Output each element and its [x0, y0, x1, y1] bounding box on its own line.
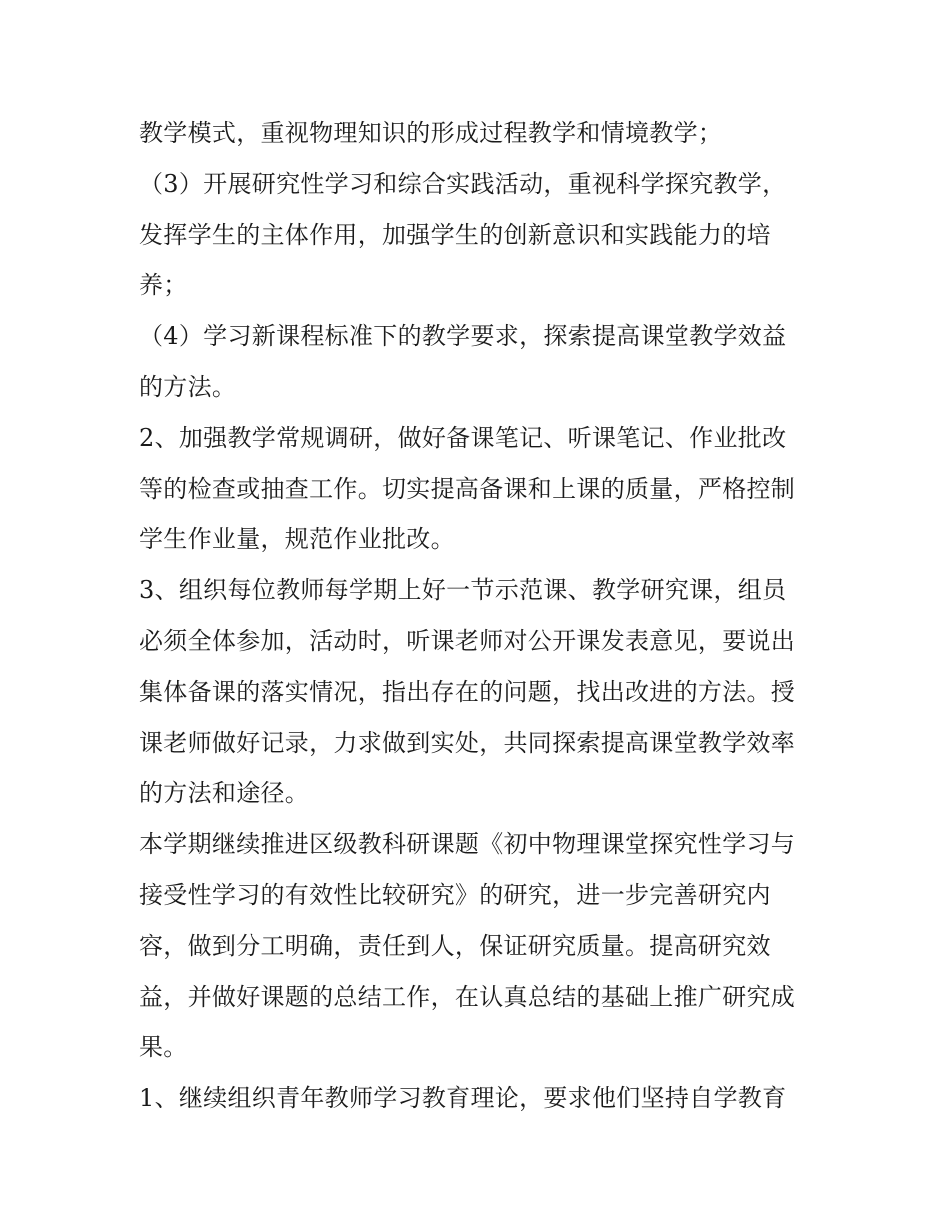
text-line: 接受性学习的有效性比较研究》的研究，进一步完善研究内 [139, 880, 771, 909]
document-body [139, 108, 829, 1124]
text-line: 益，并做好课题的总结工作，在认真总结的基础上推广研究成 [139, 982, 796, 1011]
text-line: 3、组织每位教师每学期上好一节示范课、教学研究课，组员 [139, 576, 787, 605]
text-line: （3）开展研究性学习和综合实践活动，重视科学探究教学， [139, 169, 787, 198]
text-line: 养； [139, 271, 188, 300]
text-line: 集体备课的落实情况，指出存在的问题，找出改进的方法。授 [139, 677, 796, 706]
text-line: 的方法。 [139, 372, 237, 401]
text-line: 果。 [139, 1033, 188, 1062]
text-line: 等的检查或抽查工作。切实提高备课和上课的质量，严格控制 [139, 474, 796, 503]
text-line: （4）学习新课程标准下的教学要求，探索提高课堂教学效益 [139, 322, 787, 351]
text-line: 1、继续组织青年教师学习教育理论，要求他们坚持自学教育 [139, 1084, 787, 1113]
text-line: 必须全体参加，活动时，听课老师对公开课发表意见，要说出 [139, 626, 796, 655]
text-line: 学生作业量，规范作业批改。 [139, 525, 455, 554]
text-line: 容，做到分工明确，责任到人，保证研究质量。提高研究效 [139, 931, 771, 960]
text-line: 本学期继续推进区级教科研课题《初中物理课堂探究性学习与 [139, 830, 796, 859]
text-line: 2、加强教学常规调研，做好备课笔记、听课笔记、作业批改 [139, 423, 787, 452]
text-line: 教学模式，重视物理知识的形成过程教学和情境教学； [139, 119, 723, 147]
text-line: 的方法和途径。 [139, 779, 310, 808]
text-line: 课老师做好记录，力求做到实处，共同探索提高课堂教学效率 [139, 728, 796, 757]
text-line: 发挥学生的主体作用，加强学生的创新意识和实践能力的培 [139, 220, 771, 249]
